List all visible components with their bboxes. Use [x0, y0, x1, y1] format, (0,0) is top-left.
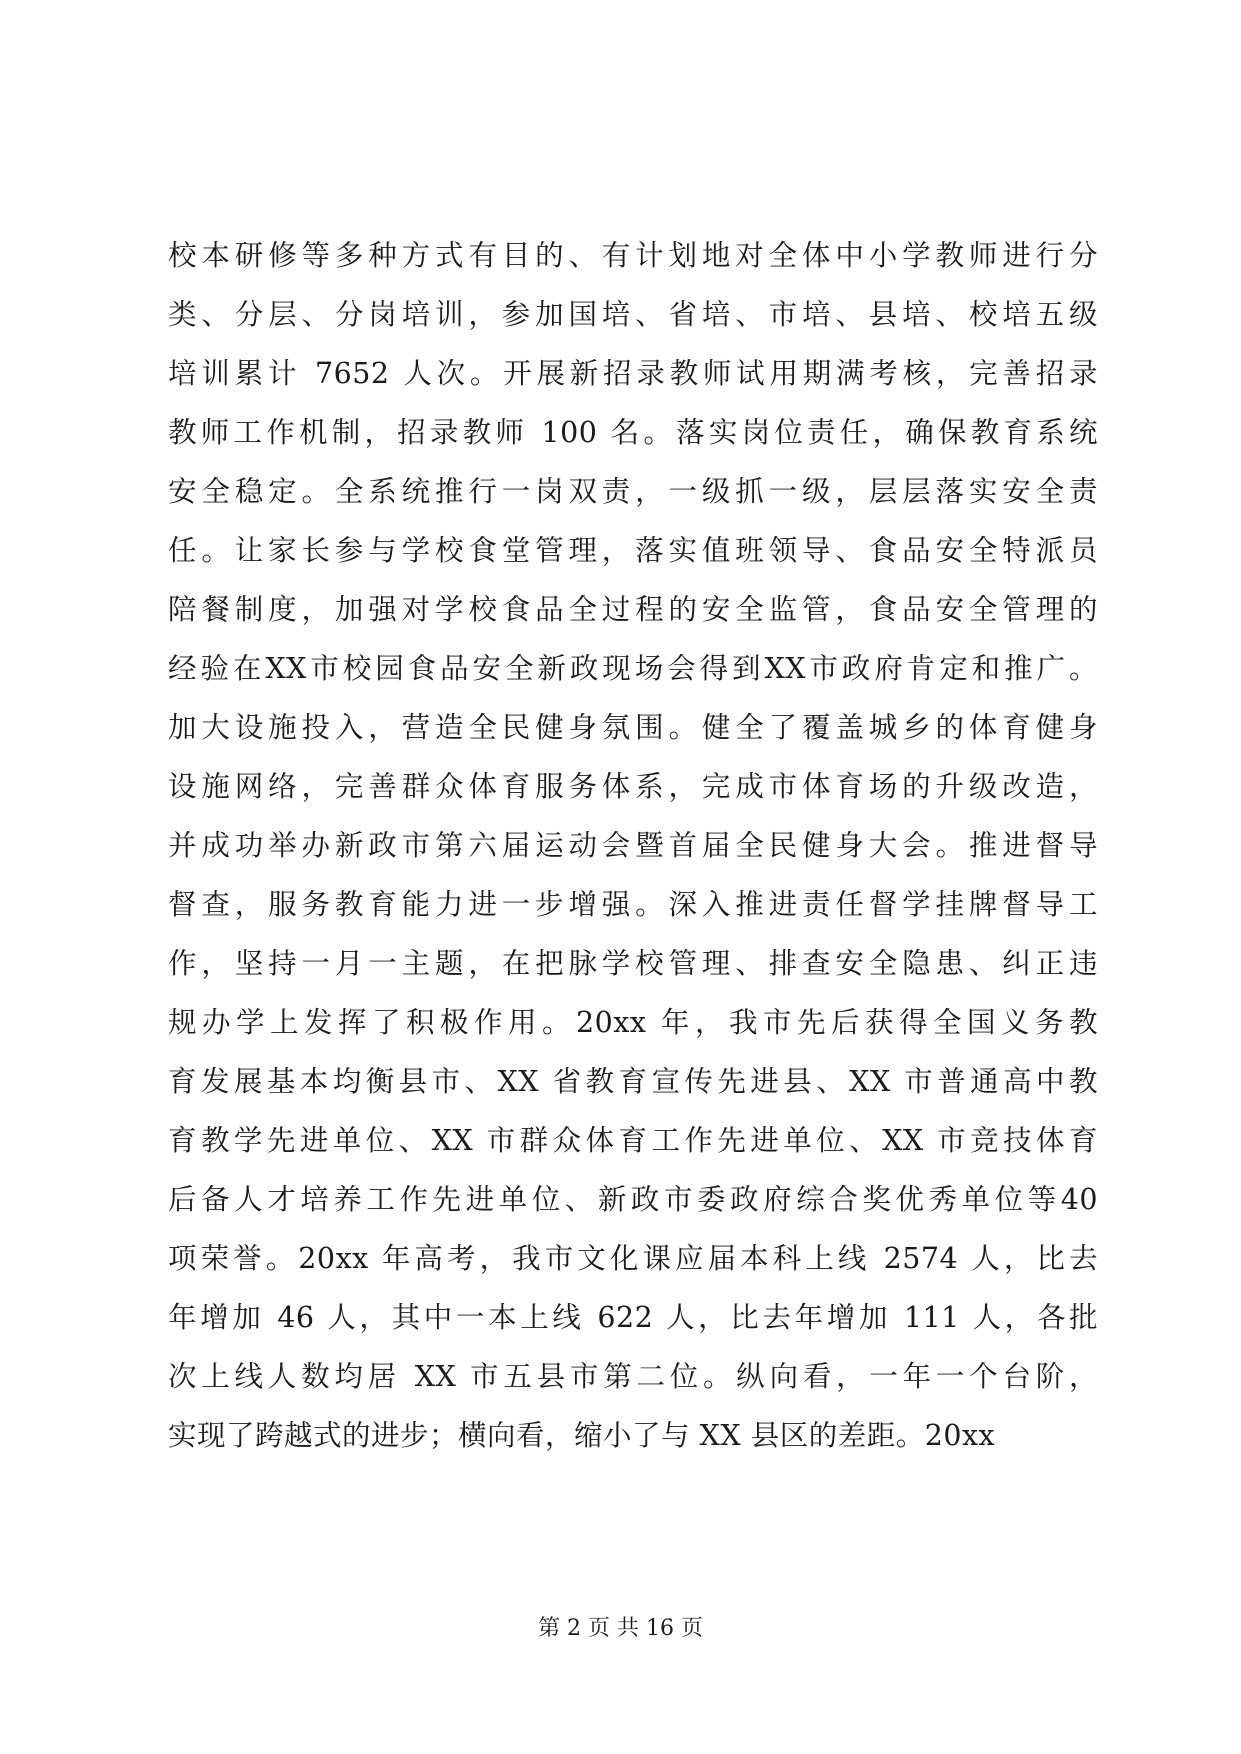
- text-line: 教师工作机制，招录教师 100 名。落实岗位责任，确保教育系统: [168, 416, 1098, 449]
- text-line: 设施网络，完善群众体育服务体系，完成市体育场的升级改造，: [168, 770, 1098, 803]
- text-line: 次上线人数均居 XX 市五县市第二位。纵向看，一年一个台阶，: [168, 1360, 1098, 1393]
- text-line: 安全稳定。全系统推行一岗双责，一级抓一级，层层落实安全责: [168, 475, 1098, 508]
- text-line: 规办学上发挥了积极作用。20xx 年，我市先后获得全国义务教: [168, 1006, 1098, 1039]
- text-line: 类、分层、分岗培训，参加国培、省培、市培、县培、校培五级: [168, 298, 1098, 331]
- text-line: 陪餐制度，加强对学校食品全过程的安全监管，食品安全管理的: [168, 593, 1098, 626]
- text-line: 作，坚持一月一主题，在把脉学校管理、排查安全隐患、纠正违: [168, 947, 1098, 980]
- text-line: 育发展基本均衡县市、XX 省教育宣传先进县、XX 市普通高中教: [168, 1065, 1098, 1098]
- text-line: 后备人才培养工作先进单位、新政市委政府综合奖优秀单位等40: [168, 1183, 1098, 1216]
- text-line: 加大设施投入，营造全民健身氛围。健全了覆盖城乡的体育健身: [168, 711, 1098, 744]
- text-line: 督查，服务教育能力进一步增强。深入推进责任督学挂牌督导工: [168, 888, 1098, 921]
- text-line: 培训累计 7652 人次。开展新招录教师试用期满考核，完善招录: [168, 357, 1098, 390]
- text-line: 实现了跨越式的进步；横向看，缩小了与 XX 县区的差距。20xx: [168, 1419, 996, 1452]
- text-line: 任。让家长参与学校食堂管理，落实值班领导、食品安全特派员: [168, 534, 1098, 567]
- page-number-label: 第 2 页 共 16 页: [538, 1616, 703, 1641]
- page-footer: [0, 1614, 1241, 1644]
- text-line: 项荣誉。20xx 年高考，我市文化课应届本科上线 2574 人，比去: [168, 1242, 1098, 1275]
- body-text: [168, 226, 1098, 1465]
- text-line: 育教学先进单位、XX 市群众体育工作先进单位、XX 市竞技体育: [168, 1124, 1098, 1157]
- text-line: 年增加 46 人，其中一本上线 622 人，比去年增加 111 人，各批: [168, 1301, 1098, 1334]
- text-line: 经验在XX市校园食品安全新政现场会得到XX市政府肯定和推广。: [168, 652, 1098, 685]
- text-line: 校本研修等多种方式有目的、有计划地对全体中小学教师进行分: [168, 239, 1098, 272]
- text-line: 并成功举办新政市第六届运动会暨首届全民健身大会。推进督导: [168, 829, 1098, 862]
